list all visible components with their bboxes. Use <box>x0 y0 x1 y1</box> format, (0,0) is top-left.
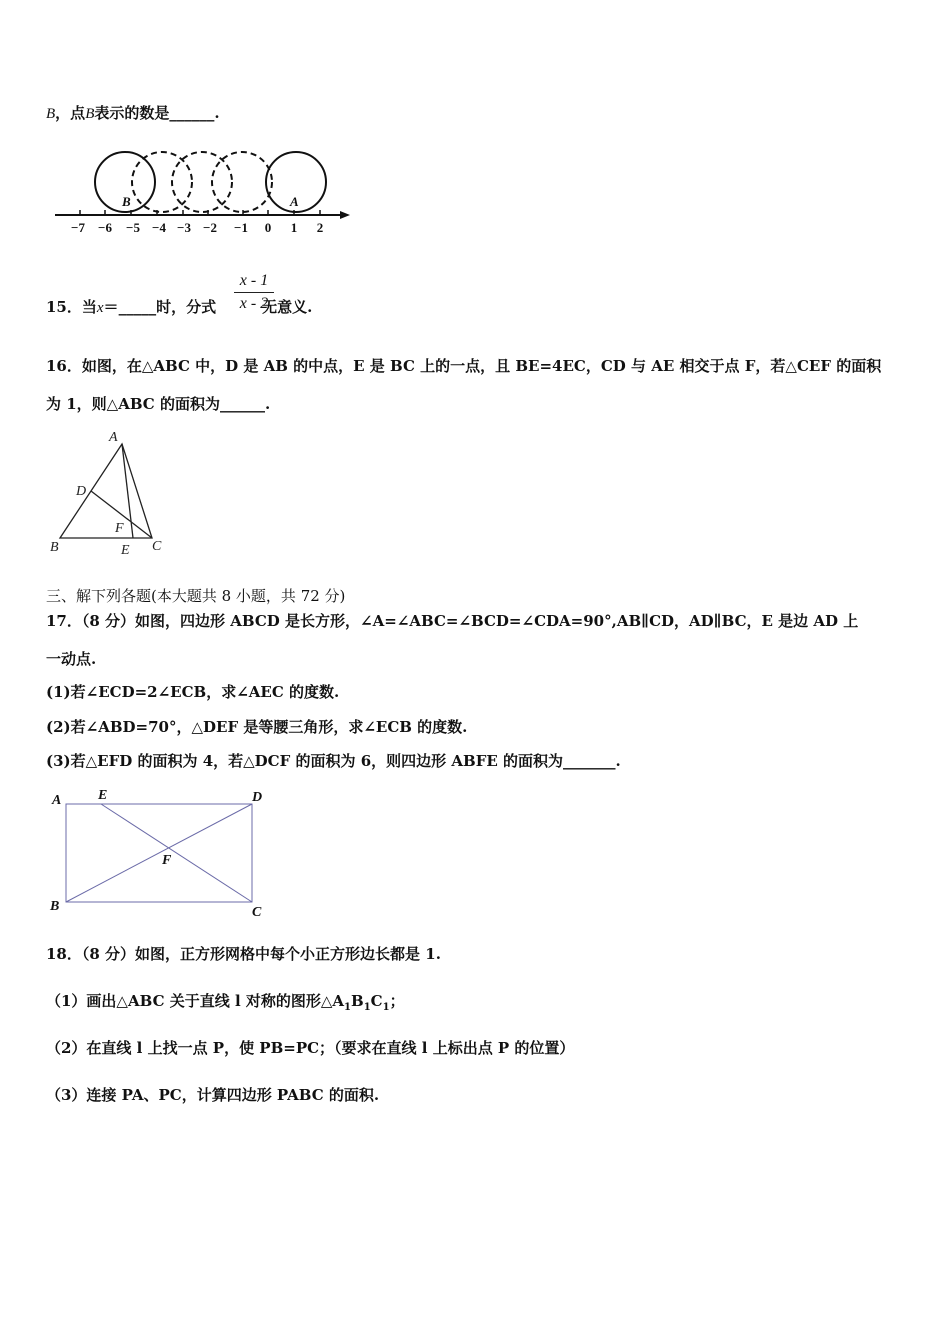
tick-label-5: −2 <box>203 220 217 235</box>
label-d: D <box>76 484 87 499</box>
label-f: F <box>115 521 124 536</box>
q15-var: x <box>96 300 104 316</box>
q16-blank: ______ <box>219 395 265 413</box>
q18-sub-b1: 1 <box>363 1002 371 1013</box>
label-e: E <box>98 788 108 803</box>
q15-fraction-bar <box>234 292 274 293</box>
q14-end: . <box>214 104 220 122</box>
label-b: B <box>50 540 59 555</box>
q18-part1-end: ； <box>389 992 405 1010</box>
q18-c: C <box>370 992 383 1010</box>
q16-end: . <box>264 395 271 413</box>
q15-blank: _____ <box>118 298 157 316</box>
q17-line2: 一动点. <box>46 650 97 668</box>
number-line-axis <box>55 211 350 219</box>
tick-label-8: 1 <box>290 220 298 235</box>
q17-rectangle-figure <box>44 784 274 924</box>
q14-letter-b: B <box>46 106 56 122</box>
label-d: D <box>252 790 263 805</box>
q16-line1: 16．如图，在△ABC 中，D 是 AB 的中点，E 是 BC 上的一点，且 BE=4EC，CD 与 AE 相交于点 F，若△CEF 的面积 <box>46 357 882 375</box>
q14-number-line-figure <box>50 140 360 240</box>
label-f: F <box>162 853 172 868</box>
tick-label-0: −7 <box>71 220 85 235</box>
tick-label-4: −3 <box>177 220 191 235</box>
q18-sub-c1: 1 <box>382 1002 390 1013</box>
q15-suffix: 无意义. <box>262 298 313 316</box>
q14-question: 表示的数是 <box>94 104 170 122</box>
triangle-abc <box>60 444 152 538</box>
q14-text <box>46 102 220 123</box>
label-c: C <box>152 539 162 554</box>
tick-label-6: −1 <box>234 220 248 235</box>
circle-dashed-3 <box>212 152 272 212</box>
label-a: A <box>109 430 118 445</box>
circle-dashed-1 <box>132 152 192 212</box>
q17-end: . <box>615 752 621 770</box>
tick-label-3: −4 <box>152 220 166 235</box>
q18-part2: （2）在直线 l 上找一点 P，使 PB=PC；（要求在直线 l 上标出点 P 的位置） <box>46 1039 575 1057</box>
q14-point-b: B <box>85 106 95 122</box>
q14-blank: ______ <box>169 104 215 122</box>
q17-part2: (2)若∠ABD=70°，△DEF 是等腰三角形，求∠ECB 的度数. <box>46 718 468 736</box>
q14-intro: ，点 <box>55 104 86 122</box>
q18-part1-prefix: （1）画出△ABC 关于直线 l 对称的图形△A <box>46 992 345 1010</box>
tick-label-2: −5 <box>126 220 140 235</box>
q17-part3-prefix: (3)若△EFD 的面积为 4，若△DCF 的面积为 6，则四边形 ABFE 的面积为 <box>46 752 563 770</box>
q18-part3: （3）连接 PA、PC，计算四边形 PABC 的面积. <box>46 1086 380 1104</box>
tick-label-9: 2 <box>316 220 324 235</box>
tick-label-1: −6 <box>98 220 112 235</box>
label-c: C <box>252 905 262 920</box>
label-point-a: A <box>290 194 299 209</box>
q15-prefix: 15．当 <box>46 298 97 316</box>
q15-fraction <box>234 272 274 313</box>
segment-ec <box>101 804 252 902</box>
tick-label-7: 0 <box>264 220 272 235</box>
label-e: E <box>121 543 130 558</box>
circle-dashed-2 <box>172 152 232 212</box>
q15-mid: 时，分式 <box>156 298 217 316</box>
q17-part3 <box>46 750 621 771</box>
label-a: A <box>52 793 62 808</box>
q16-triangle-figure <box>44 426 174 558</box>
segment-ae <box>122 444 133 538</box>
q16-line2 <box>46 393 270 414</box>
q18-sub-a1: 1 <box>344 1002 352 1013</box>
section3-title: 三、解下列各题(本大题共 8 小题，共 72 分) <box>46 587 346 605</box>
label-b: B <box>50 899 60 914</box>
q15-eq: ＝ <box>103 298 119 316</box>
q18-line1: 18．（8 分）如图，正方形网格中每个小正方形边长都是 1. <box>46 945 441 963</box>
q17-part1: (1)若∠ECD=2∠ECB，求∠AEC 的度数. <box>46 683 340 701</box>
segment-bd <box>66 804 252 902</box>
q17-blank: _______ <box>563 752 616 770</box>
q18-part1 <box>46 990 405 1013</box>
q17-line1: 17．（8 分）如图，四边形 ABCD 是长方形，∠A=∠ABC=∠BCD=∠CDA=90°,AB∥CD，AD∥BC，E 是边 AD 上 <box>46 612 859 630</box>
q18-b: B <box>351 992 364 1010</box>
label-point-b: B <box>122 194 131 209</box>
q15-denominator: x - 2 <box>239 295 269 312</box>
q16-line2-prefix: 为 1，则△ABC 的面积为 <box>46 395 220 413</box>
q15-numerator: x - 1 <box>239 272 269 289</box>
